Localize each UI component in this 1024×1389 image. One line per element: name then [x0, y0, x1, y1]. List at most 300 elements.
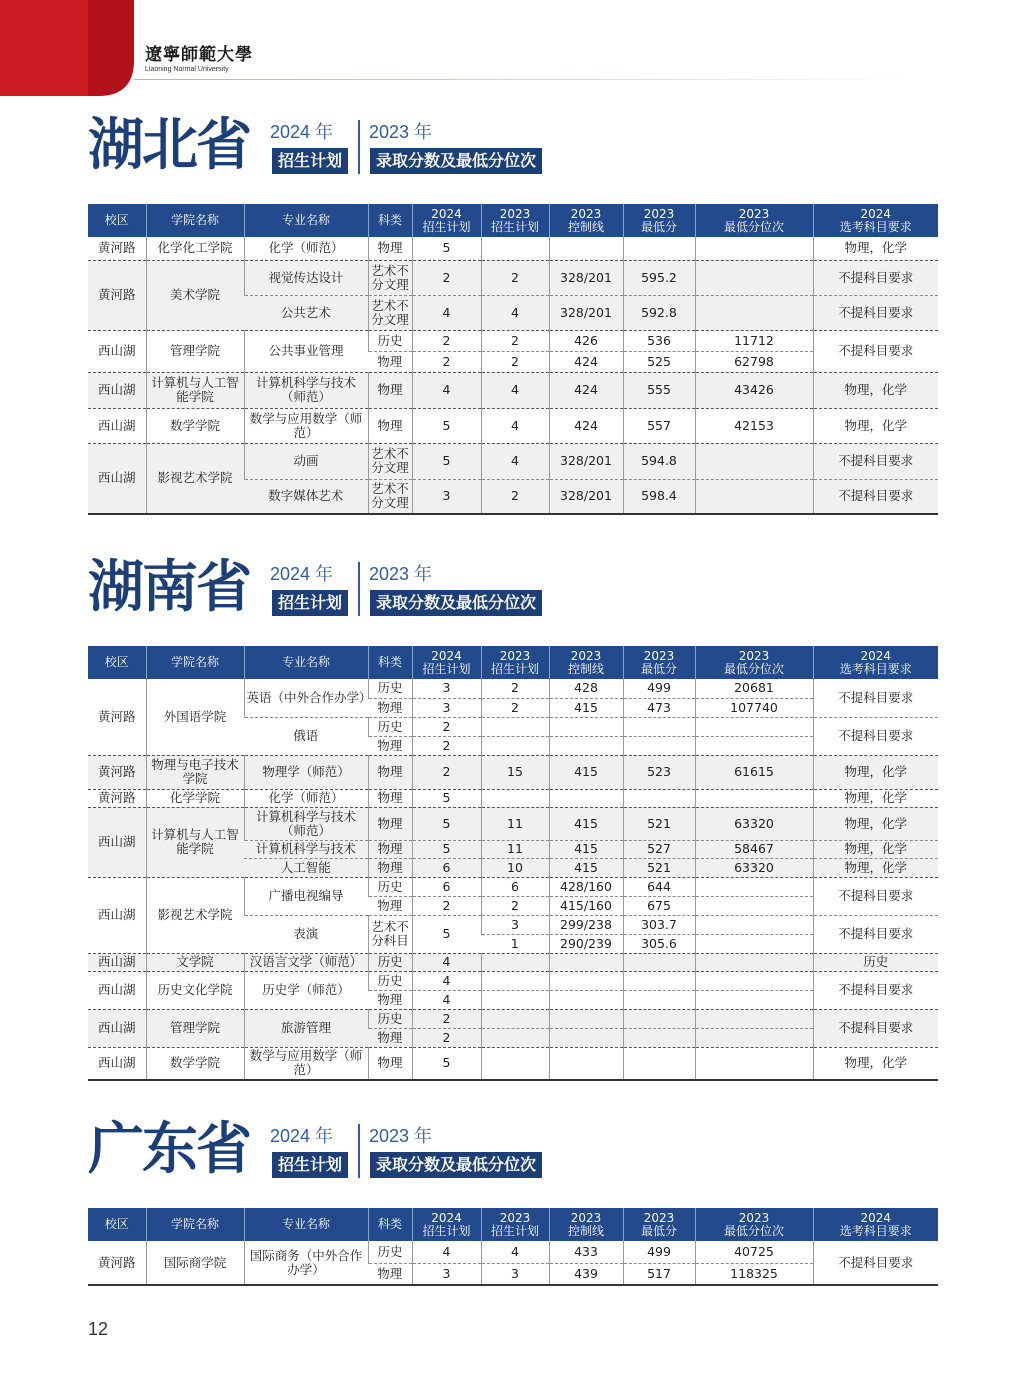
table-cell: 历史	[813, 953, 938, 971]
table-cell: 物理	[368, 840, 412, 858]
province-title: 湖北省	[88, 113, 250, 178]
table-cell	[549, 736, 623, 755]
table-cell: 107740	[695, 698, 813, 717]
table-cell: 不提科目要求	[813, 479, 938, 514]
table-cell: 物理	[368, 1028, 412, 1047]
table-cell: 433	[549, 1241, 623, 1263]
table-cell: 3	[412, 698, 481, 717]
table-cell: 西山湖	[88, 372, 146, 408]
column-header-label: 2023	[570, 206, 602, 221]
column-header-label: 选考科目要求	[839, 219, 912, 234]
table-cell: 物理	[368, 736, 412, 755]
table-cell: 43426	[695, 372, 813, 408]
table-cell: 11712	[695, 330, 813, 351]
col-college	[146, 646, 244, 679]
col-campus	[88, 646, 146, 679]
table-cell: 人工智能	[244, 858, 368, 877]
col-min-score	[623, 1208, 695, 1241]
column-header-label: 2023	[570, 1210, 602, 1225]
table-cell: 数学与应用数学（师范）	[244, 408, 368, 443]
table-cell: 历史	[368, 1009, 412, 1028]
col-plan-2023	[481, 1208, 549, 1241]
col-plan-2023	[481, 204, 549, 237]
table-cell: 4	[412, 953, 481, 971]
table-cell: 4	[412, 971, 481, 990]
table-cell	[623, 971, 695, 990]
section-hunan	[88, 555, 938, 1081]
column-header-label: 2024	[431, 206, 462, 221]
table-cell: 3	[412, 479, 481, 514]
col-major	[244, 1208, 368, 1241]
table-cell: 63320	[695, 858, 813, 877]
table-cell	[623, 1009, 695, 1028]
table-cell: 计算机科学与技术（师范）	[244, 372, 368, 408]
column-header-label: 2023	[499, 206, 531, 221]
table-cell: 黄河路	[88, 260, 146, 330]
table-cell: 328/201	[549, 443, 623, 479]
column-header-label: 校区	[104, 655, 129, 669]
column-header-label: 选考科目要求	[839, 1223, 912, 1238]
column-header-label: 2024	[860, 648, 892, 663]
table-cell: 黄河路	[88, 237, 146, 260]
table-cell: 历史	[368, 953, 412, 971]
column-header-label: 学院名称	[170, 213, 219, 227]
col-min-rank	[695, 204, 813, 237]
table-cell: 物理	[368, 858, 412, 877]
column-header-label: 2024	[860, 206, 892, 221]
table-cell: 2	[481, 896, 549, 915]
column-header-label: 招生计划	[422, 661, 471, 676]
col-campus	[88, 204, 146, 237]
table-cell	[623, 1028, 695, 1047]
table-cell: 5	[412, 789, 481, 807]
table-cell: 521	[623, 858, 695, 877]
heading-divider	[358, 562, 360, 616]
table-cell: 305.6	[623, 934, 695, 953]
table-cell	[695, 237, 813, 260]
table-cell: 物理，化学	[813, 789, 938, 807]
table-cell: 历史学（师范）	[244, 971, 368, 1009]
table-cell: 历史文化学院	[146, 971, 244, 1009]
column-header-label: 2023	[738, 1210, 770, 1225]
table-cell: 旅游管理	[244, 1009, 368, 1047]
column-header-label: 2023	[643, 206, 675, 221]
table-cell: 文学院	[146, 953, 244, 971]
admission-table-hunan	[88, 646, 938, 1081]
table-cell: 598.4	[623, 479, 695, 514]
table-cell: 61615	[695, 755, 813, 789]
table-cell: 不提科目要求	[813, 295, 938, 330]
table-cell: 计算机与人工智能学院	[146, 807, 244, 877]
table-cell: 439	[549, 1263, 623, 1285]
table-cell	[481, 736, 549, 755]
table-cell: 国际商学院	[146, 1241, 244, 1285]
col-control-line	[549, 646, 623, 679]
table-cell: 管理学院	[146, 330, 244, 372]
enrollment-plan-tag: 招生计划	[272, 590, 348, 616]
table-cell: 63320	[695, 807, 813, 840]
table-cell: 5	[412, 237, 481, 260]
table-cell: 化学化工学院	[146, 237, 244, 260]
table-row	[88, 330, 938, 351]
table-cell: 历史	[368, 330, 412, 351]
col-plan-2024	[412, 646, 481, 679]
table-cell	[695, 896, 813, 915]
table-cell: 黄河路	[88, 1241, 146, 1285]
table-cell	[695, 877, 813, 896]
table-cell: 西山湖	[88, 877, 146, 953]
table-cell: 6	[481, 877, 549, 896]
table-cell: 424	[549, 408, 623, 443]
table-cell	[623, 990, 695, 1009]
table-cell: 汉语言文学（师范）	[244, 953, 368, 971]
table-cell: 2	[481, 260, 549, 295]
table-header	[88, 204, 938, 237]
column-header-label: 最低分	[640, 661, 677, 676]
column-header-label: 2024	[431, 648, 462, 663]
column-header-label: 2023	[643, 1210, 675, 1225]
enrollment-plan-tag: 招生计划	[272, 148, 348, 174]
table-cell: 不提科目要求	[813, 330, 938, 372]
year-2024-label: 2024 年	[270, 1126, 334, 1146]
table-cell: 俄语	[244, 717, 368, 755]
table-cell: 表演	[244, 915, 368, 953]
table-cell	[549, 1009, 623, 1028]
table-cell	[695, 789, 813, 807]
table-cell: 517	[623, 1263, 695, 1285]
column-header-label: 招生计划	[490, 661, 539, 676]
table-cell: 594.8	[623, 443, 695, 479]
column-header-label: 招生计划	[490, 219, 539, 234]
column-header-label: 最低分位次	[723, 661, 784, 676]
table-cell: 历史	[368, 877, 412, 896]
table-cell	[549, 717, 623, 736]
table-cell: 化学学院	[146, 789, 244, 807]
table-cell	[481, 971, 549, 990]
table-cell: 物理，化学	[813, 408, 938, 443]
table-cell: 525	[623, 351, 695, 372]
table-row	[88, 1241, 938, 1263]
column-header-label: 科类	[377, 1217, 402, 1231]
table-cell: 历史	[368, 717, 412, 736]
table-cell: 历史	[368, 1241, 412, 1263]
col-type	[368, 646, 412, 679]
table-cell: 536	[623, 330, 695, 351]
table-cell: 物理，化学	[813, 1047, 938, 1080]
table-cell: 不提科目要求	[813, 877, 938, 915]
table-cell: 物理	[368, 372, 412, 408]
table-cell	[481, 953, 549, 971]
admission-scores-tag: 录取分数及最低分位次	[370, 1152, 542, 1178]
table-cell: 42153	[695, 408, 813, 443]
col-min-score	[623, 646, 695, 679]
col-min-score	[623, 204, 695, 237]
table-cell: 592.8	[623, 295, 695, 330]
table-cell: 118325	[695, 1263, 813, 1285]
table-cell: 物理，化学	[813, 807, 938, 840]
table-cell: 58467	[695, 840, 813, 858]
table-cell: 557	[623, 408, 695, 443]
table-cell: 物理	[368, 408, 412, 443]
column-header-label: 2023	[499, 1210, 531, 1225]
table-cell: 4	[412, 990, 481, 1009]
table-cell: 公共艺术	[244, 295, 368, 330]
table-cell: 2	[481, 679, 549, 698]
year-2024-label: 2024 年	[270, 122, 334, 142]
col-college	[146, 204, 244, 237]
section-heading	[88, 113, 938, 182]
table-row	[88, 971, 938, 990]
table-cell: 艺术不分科目	[368, 915, 412, 953]
admission-scores-tag: 录取分数及最低分位次	[370, 590, 542, 616]
table-cell	[549, 1028, 623, 1047]
table-cell: 公共事业管理	[244, 330, 368, 372]
table-cell: 西山湖	[88, 1009, 146, 1047]
table-cell: 415	[549, 858, 623, 877]
section-guangdong	[88, 1117, 938, 1286]
column-header-label: 控制线	[567, 661, 604, 676]
table-cell	[549, 1047, 623, 1080]
table-cell	[549, 953, 623, 971]
table-cell: 4	[481, 295, 549, 330]
table-cell: 424	[549, 351, 623, 372]
column-header-label: 招生计划	[422, 219, 471, 234]
table-cell: 不提科目要求	[813, 717, 938, 755]
column-header-label: 招生计划	[490, 1223, 539, 1238]
table-cell: 影视艺术学院	[146, 877, 244, 953]
table-cell: 不提科目要求	[813, 443, 938, 479]
table-cell	[695, 443, 813, 479]
table-cell: 4	[481, 372, 549, 408]
col-plan-2024	[412, 1208, 481, 1241]
table-cell	[623, 237, 695, 260]
column-header-label: 控制线	[567, 1223, 604, 1238]
col-control-line	[549, 1208, 623, 1241]
column-header-label: 2023	[738, 648, 770, 663]
table-cell: 不提科目要求	[813, 915, 938, 953]
table-cell: 4	[481, 443, 549, 479]
table-cell: 艺术不分文理	[368, 260, 412, 295]
table-cell: 426	[549, 330, 623, 351]
table-cell	[695, 717, 813, 736]
table-header	[88, 646, 938, 679]
table-cell	[481, 789, 549, 807]
table-cell: 西山湖	[88, 330, 146, 372]
table-cell: 523	[623, 755, 695, 789]
col-subject-req	[813, 646, 938, 679]
heading-divider	[358, 120, 360, 174]
section-hubei	[88, 113, 938, 515]
table-cell: 物理	[368, 896, 412, 915]
table-cell: 1	[481, 934, 549, 953]
table-cell: 黄河路	[88, 755, 146, 789]
col-subject-req	[813, 1208, 938, 1241]
table-cell: 521	[623, 807, 695, 840]
table-cell	[695, 990, 813, 1009]
table-cell: 644	[623, 877, 695, 896]
table-cell: 415	[549, 755, 623, 789]
table-cell	[481, 1047, 549, 1080]
table-cell: 西山湖	[88, 1047, 146, 1080]
column-header-label: 校区	[104, 1217, 129, 1231]
table-cell: 计算机科学与技术（师范）	[244, 807, 368, 840]
table-cell: 62798	[695, 351, 813, 372]
column-header-label: 学院名称	[170, 1217, 219, 1231]
table-cell: 数字媒体艺术	[244, 479, 368, 514]
enrollment-plan-tag: 招生计划	[272, 1152, 348, 1178]
table-cell: 物理，化学	[813, 755, 938, 789]
table-cell: 6	[412, 877, 481, 896]
table-cell: 广播电视编导	[244, 877, 368, 915]
table-cell: 历史	[368, 679, 412, 698]
table-cell	[695, 1028, 813, 1047]
table-cell: 499	[623, 679, 695, 698]
table-cell: 物理	[368, 789, 412, 807]
table-cell: 2	[412, 1009, 481, 1028]
table-cell: 428/160	[549, 877, 623, 896]
table-cell	[695, 934, 813, 953]
table-cell	[695, 915, 813, 934]
table-cell: 西山湖	[88, 408, 146, 443]
table-cell: 国际商务（中外合作办学）	[244, 1241, 368, 1285]
table-cell	[549, 971, 623, 990]
section-heading	[88, 1117, 938, 1186]
column-header-label: 招生计划	[422, 1223, 471, 1238]
table-cell: 595.2	[623, 260, 695, 295]
column-header-label: 科类	[377, 213, 402, 227]
table-cell: 4	[481, 408, 549, 443]
table-cell	[623, 953, 695, 971]
column-header-label: 科类	[377, 655, 402, 669]
table-cell: 物理，化学	[813, 858, 938, 877]
column-header-label: 学院名称	[170, 655, 219, 669]
table-cell: 328/201	[549, 295, 623, 330]
year-2024-label: 2024 年	[270, 564, 334, 584]
table-header	[88, 1208, 938, 1241]
table-cell	[695, 260, 813, 295]
col-plan-2023	[481, 646, 549, 679]
year-2023-label: 2023 年	[369, 1126, 433, 1146]
table-cell	[695, 736, 813, 755]
table-cell: 西山湖	[88, 953, 146, 971]
column-header-label: 校区	[104, 213, 129, 227]
table-cell: 黄河路	[88, 679, 146, 755]
header-red-corner	[0, 0, 134, 96]
table-cell: 数学与应用数学（师范）	[244, 1047, 368, 1080]
table-cell: 6	[412, 858, 481, 877]
column-header-label: 2023	[570, 648, 602, 663]
table-row	[88, 953, 938, 971]
column-header-label: 专业名称	[281, 1217, 330, 1231]
table-cell: 不提科目要求	[813, 971, 938, 1009]
column-header-label: 专业名称	[281, 213, 330, 227]
section-heading	[88, 555, 938, 624]
column-header-label: 专业名称	[281, 655, 330, 669]
table-cell: 不提科目要求	[813, 260, 938, 295]
admission-scores-tag: 录取分数及最低分位次	[370, 148, 542, 174]
table-cell: 2	[412, 896, 481, 915]
column-header-label: 2023	[499, 648, 531, 663]
table-cell: 2	[412, 717, 481, 736]
table-cell: 视觉传达设计	[244, 260, 368, 295]
table-cell: 3	[481, 915, 549, 934]
table-cell: 5	[412, 408, 481, 443]
table-cell: 物理与电子技术学院	[146, 755, 244, 789]
table-cell: 物理，化学	[813, 237, 938, 260]
table-cell: 2	[481, 479, 549, 514]
table-cell	[695, 971, 813, 990]
table-cell: 物理	[368, 807, 412, 840]
column-header-label: 最低分位次	[723, 1223, 784, 1238]
table-cell: 2	[481, 698, 549, 717]
table-cell: 艺术不分文理	[368, 443, 412, 479]
table-cell: 4	[412, 372, 481, 408]
table-cell: 物理	[368, 990, 412, 1009]
table-cell: 3	[481, 1263, 549, 1285]
col-campus	[88, 1208, 146, 1241]
table-cell: 2	[412, 1028, 481, 1047]
logo-english: Liaoning Normal University	[145, 66, 229, 73]
col-type	[368, 1208, 412, 1241]
table-cell: 物理，化学	[813, 372, 938, 408]
table-row	[88, 372, 938, 408]
table-cell: 计算机与人工智能学院	[146, 372, 244, 408]
table-cell: 2	[481, 351, 549, 372]
table-cell: 415/160	[549, 896, 623, 915]
table-cell	[549, 237, 623, 260]
table-cell: 不提科目要求	[813, 679, 938, 717]
table-cell: 415	[549, 698, 623, 717]
table-cell: 物理	[368, 698, 412, 717]
column-header-label: 最低分	[640, 219, 677, 234]
col-min-rank	[695, 646, 813, 679]
table-cell: 415	[549, 840, 623, 858]
table-row	[88, 408, 938, 443]
table-cell: 2	[412, 755, 481, 789]
table-cell: 2	[412, 736, 481, 755]
col-type	[368, 204, 412, 237]
table-cell	[695, 1009, 813, 1028]
table-cell: 499	[623, 1241, 695, 1263]
table-cell: 675	[623, 896, 695, 915]
col-plan-2024	[412, 204, 481, 237]
table-cell: 11	[481, 807, 549, 840]
table-cell: 4	[481, 1241, 549, 1263]
year-2023-label: 2023 年	[369, 122, 433, 142]
table-row	[88, 789, 938, 807]
table-cell	[481, 1028, 549, 1047]
table-cell: 西山湖	[88, 971, 146, 1009]
column-header-label: 2024	[431, 1210, 462, 1225]
table-cell: 10	[481, 858, 549, 877]
table-cell: 5	[412, 443, 481, 479]
table-cell	[481, 237, 549, 260]
column-header-label: 最低分位次	[723, 219, 784, 234]
table-cell	[481, 990, 549, 1009]
table-cell: 外国语学院	[146, 679, 244, 755]
table-cell: 管理学院	[146, 1009, 244, 1047]
heading-divider	[358, 1124, 360, 1178]
table-cell	[623, 1047, 695, 1080]
table-cell: 物理	[368, 1047, 412, 1080]
table-cell: 2	[412, 260, 481, 295]
page-number: 12	[88, 1319, 109, 1339]
column-header-label: 2023	[738, 206, 770, 221]
table-cell: 美术学院	[146, 260, 244, 330]
table-cell	[481, 1009, 549, 1028]
table-cell: 物理	[368, 755, 412, 789]
table-cell: 5	[412, 915, 481, 953]
